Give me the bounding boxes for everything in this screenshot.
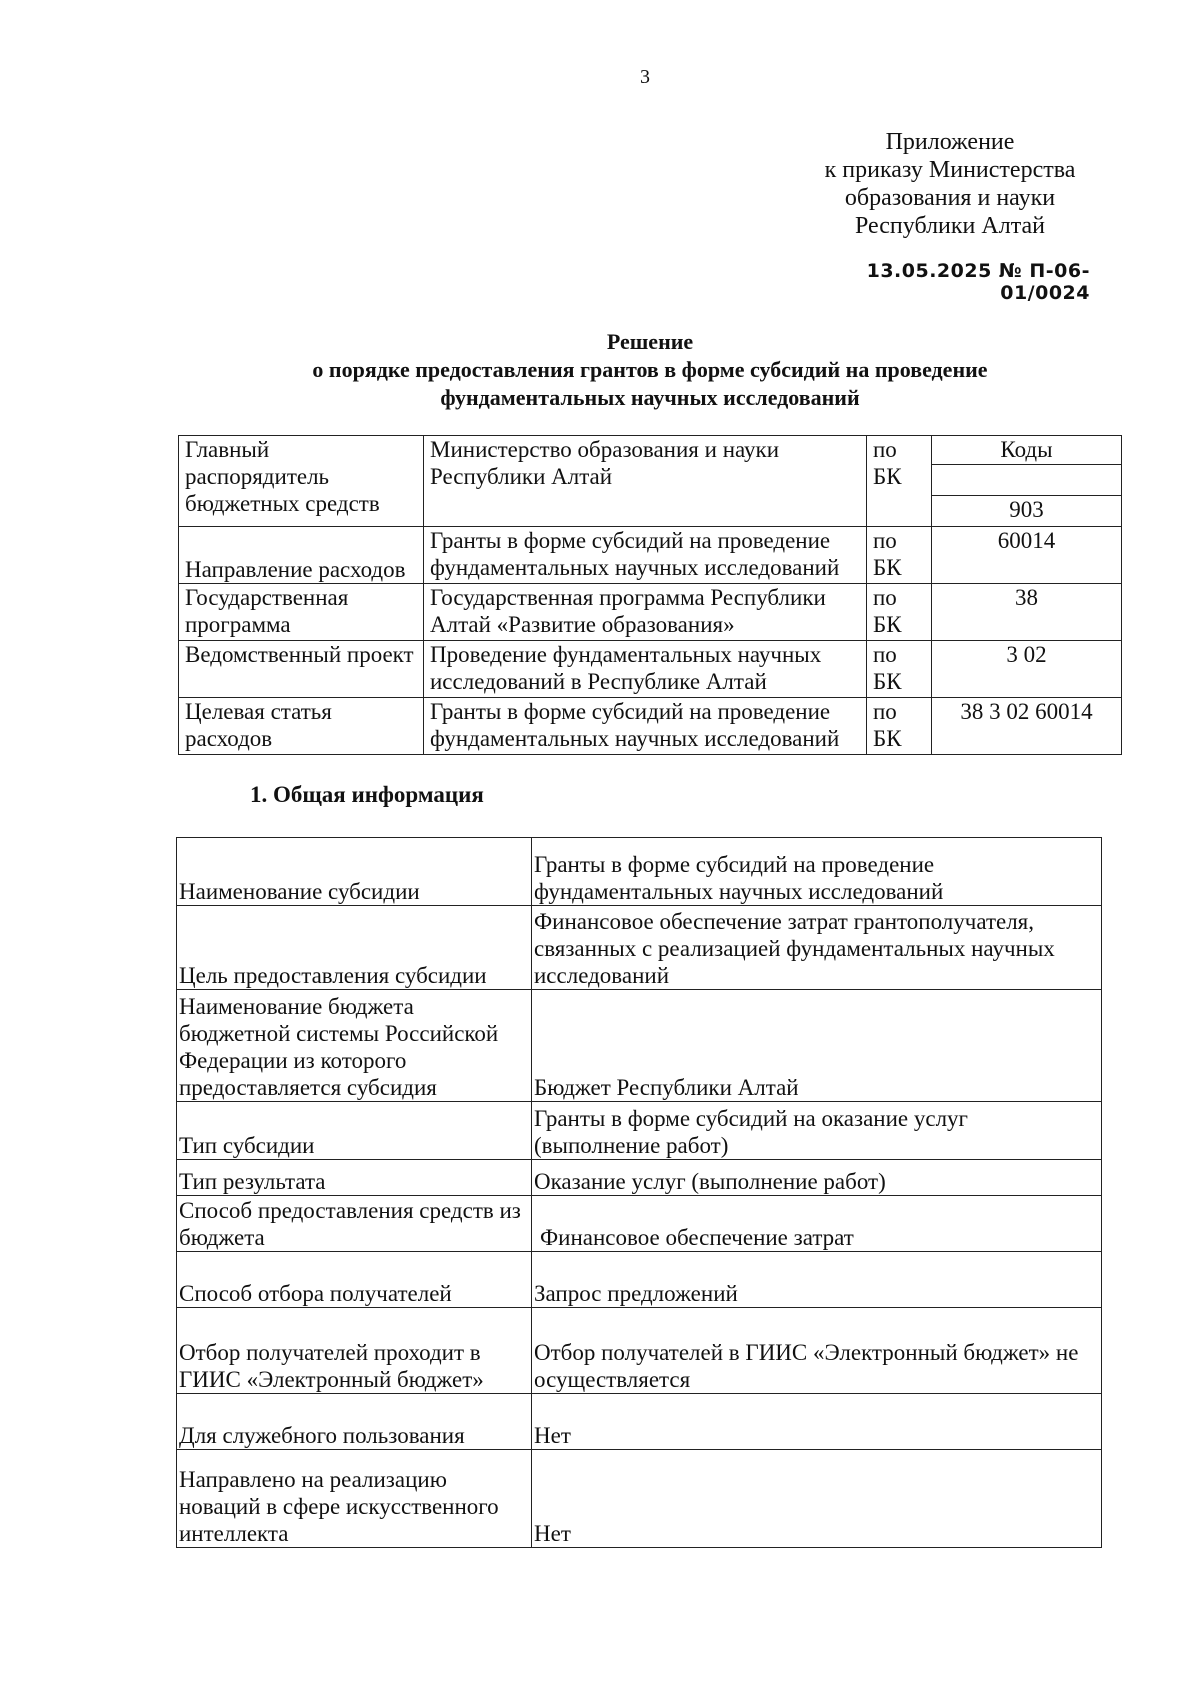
general-info-table (176, 837, 1102, 1548)
table-cell-code: 38 3 02 60014 (932, 698, 1122, 755)
table-row (177, 1196, 1102, 1252)
table-cell-by: по БК (867, 584, 932, 641)
table-cell-code: 38 (932, 584, 1122, 641)
table-cell-label: Способ отбора получателей (177, 1252, 532, 1308)
table-cell-label: Направление расходов (179, 527, 424, 584)
table-row (179, 698, 1122, 755)
table-cell-value: Гранты в форме субсидий на проведение фундаментальных научных исследований (424, 527, 867, 584)
table-cell-code: 60014 (932, 527, 1122, 584)
table-cell-value: Финансовое обеспечение затрат (532, 1196, 1102, 1252)
section-heading: 1. Общая информация (250, 782, 484, 807)
table-cell-by: по БК (867, 698, 932, 755)
table-row (177, 1252, 1102, 1308)
table-cell-value: Министерство образования и науки Республики Алтай (424, 436, 867, 527)
document-title-block (160, 328, 1140, 412)
codes-header: Коды (932, 436, 1122, 465)
table-cell-label: Тип результата (177, 1160, 532, 1196)
table-cell-label: Наименование субсидии (177, 838, 532, 906)
table-cell-value: Гранты в форме субсидий на проведение фундаментальных научных исследований (424, 698, 867, 755)
table-cell-value: Государственная программа Республики Алтай «Развитие образования» (424, 584, 867, 641)
page-number: 3 (640, 66, 650, 88)
document-subtitle: фундаментальных научных исследований (440, 385, 860, 410)
table-cell-label: Наименование бюджета бюджетной системы Российской Федерации из которого предоставляется субсидия (177, 990, 532, 1102)
table-cell-value: Гранты в форме субсидий на проведение фундаментальных научных исследований (532, 838, 1102, 906)
document-title: Решение (606, 329, 694, 354)
table-cell-code: 903 (932, 496, 1122, 527)
table-cell-value: Нет (532, 1394, 1102, 1450)
table-row (179, 436, 1122, 465)
table-row (177, 1308, 1102, 1394)
table-cell-label: Направлено на реализацию новаций в сфере искусственного интеллекта (177, 1450, 532, 1548)
table-cell-label: Отбор получателей проходит в ГИИС «Электронный бюджет» (177, 1308, 532, 1394)
table-row (177, 1450, 1102, 1548)
table-cell-label: Ведомственный проект (179, 641, 424, 698)
table-row (179, 584, 1122, 641)
table-cell-label: Цель предоставления субсидии (177, 906, 532, 990)
table-cell-by: по БК (867, 527, 932, 584)
table-cell-label: Тип субсидии (177, 1102, 532, 1160)
appendix-line: Приложение (885, 129, 1015, 155)
table-cell-by: по БК (867, 641, 932, 698)
table-cell-label: Государственная программа (179, 584, 424, 641)
document-subtitle: о порядке предоставления грантов в форме субсидий на проведение (312, 357, 988, 382)
appendix-line: образования и науки (844, 185, 1056, 211)
table-cell-value: Запрос предложений (532, 1252, 1102, 1308)
table-row (177, 1394, 1102, 1450)
appendix-block (800, 128, 1100, 240)
table-row (177, 1160, 1102, 1196)
table-cell-value: Отбор получателей в ГИИС «Электронный бюджет» не осуществляется (532, 1308, 1102, 1394)
table-cell-by: по БК (867, 436, 932, 527)
budget-codes-table (178, 435, 1122, 755)
table-cell-label: Способ предоставления средств из бюджета (177, 1196, 532, 1252)
table-row (177, 906, 1102, 990)
table-row (177, 990, 1102, 1102)
table-row (177, 838, 1102, 906)
table-cell-value: Оказание услуг (выполнение работ) (532, 1160, 1102, 1196)
table-row (179, 527, 1122, 584)
table-row (177, 1102, 1102, 1160)
table-cell-code-empty (932, 465, 1122, 496)
appendix-line: Республики Алтай (855, 213, 1045, 239)
table-cell-value: Гранты в форме субсидий на оказание услуг (выполнение работ) (532, 1102, 1102, 1160)
table-cell-label: Для служебного пользования (177, 1394, 532, 1450)
table-cell-label: Целевая статья расходов (179, 698, 424, 755)
table-cell-code: 3 02 (932, 641, 1122, 698)
appendix-line: к приказу Министерства (824, 157, 1076, 183)
table-cell-value: Нет (532, 1450, 1102, 1548)
table-row (179, 641, 1122, 698)
table-cell-value: Бюджет Республики Алтай (532, 990, 1102, 1102)
table-cell-label: Главный распорядитель бюджетных средств (179, 436, 424, 527)
table-cell-value: Финансовое обеспечение затрат грантополучателя, связанных с реализацией фундаментальных научных исследований (532, 906, 1102, 990)
order-reference-stamp: 13.05.2025 № П-06-01/0024 (866, 260, 1090, 304)
table-cell-value: Проведение фундаментальных научных исследований в Республике Алтай (424, 641, 867, 698)
